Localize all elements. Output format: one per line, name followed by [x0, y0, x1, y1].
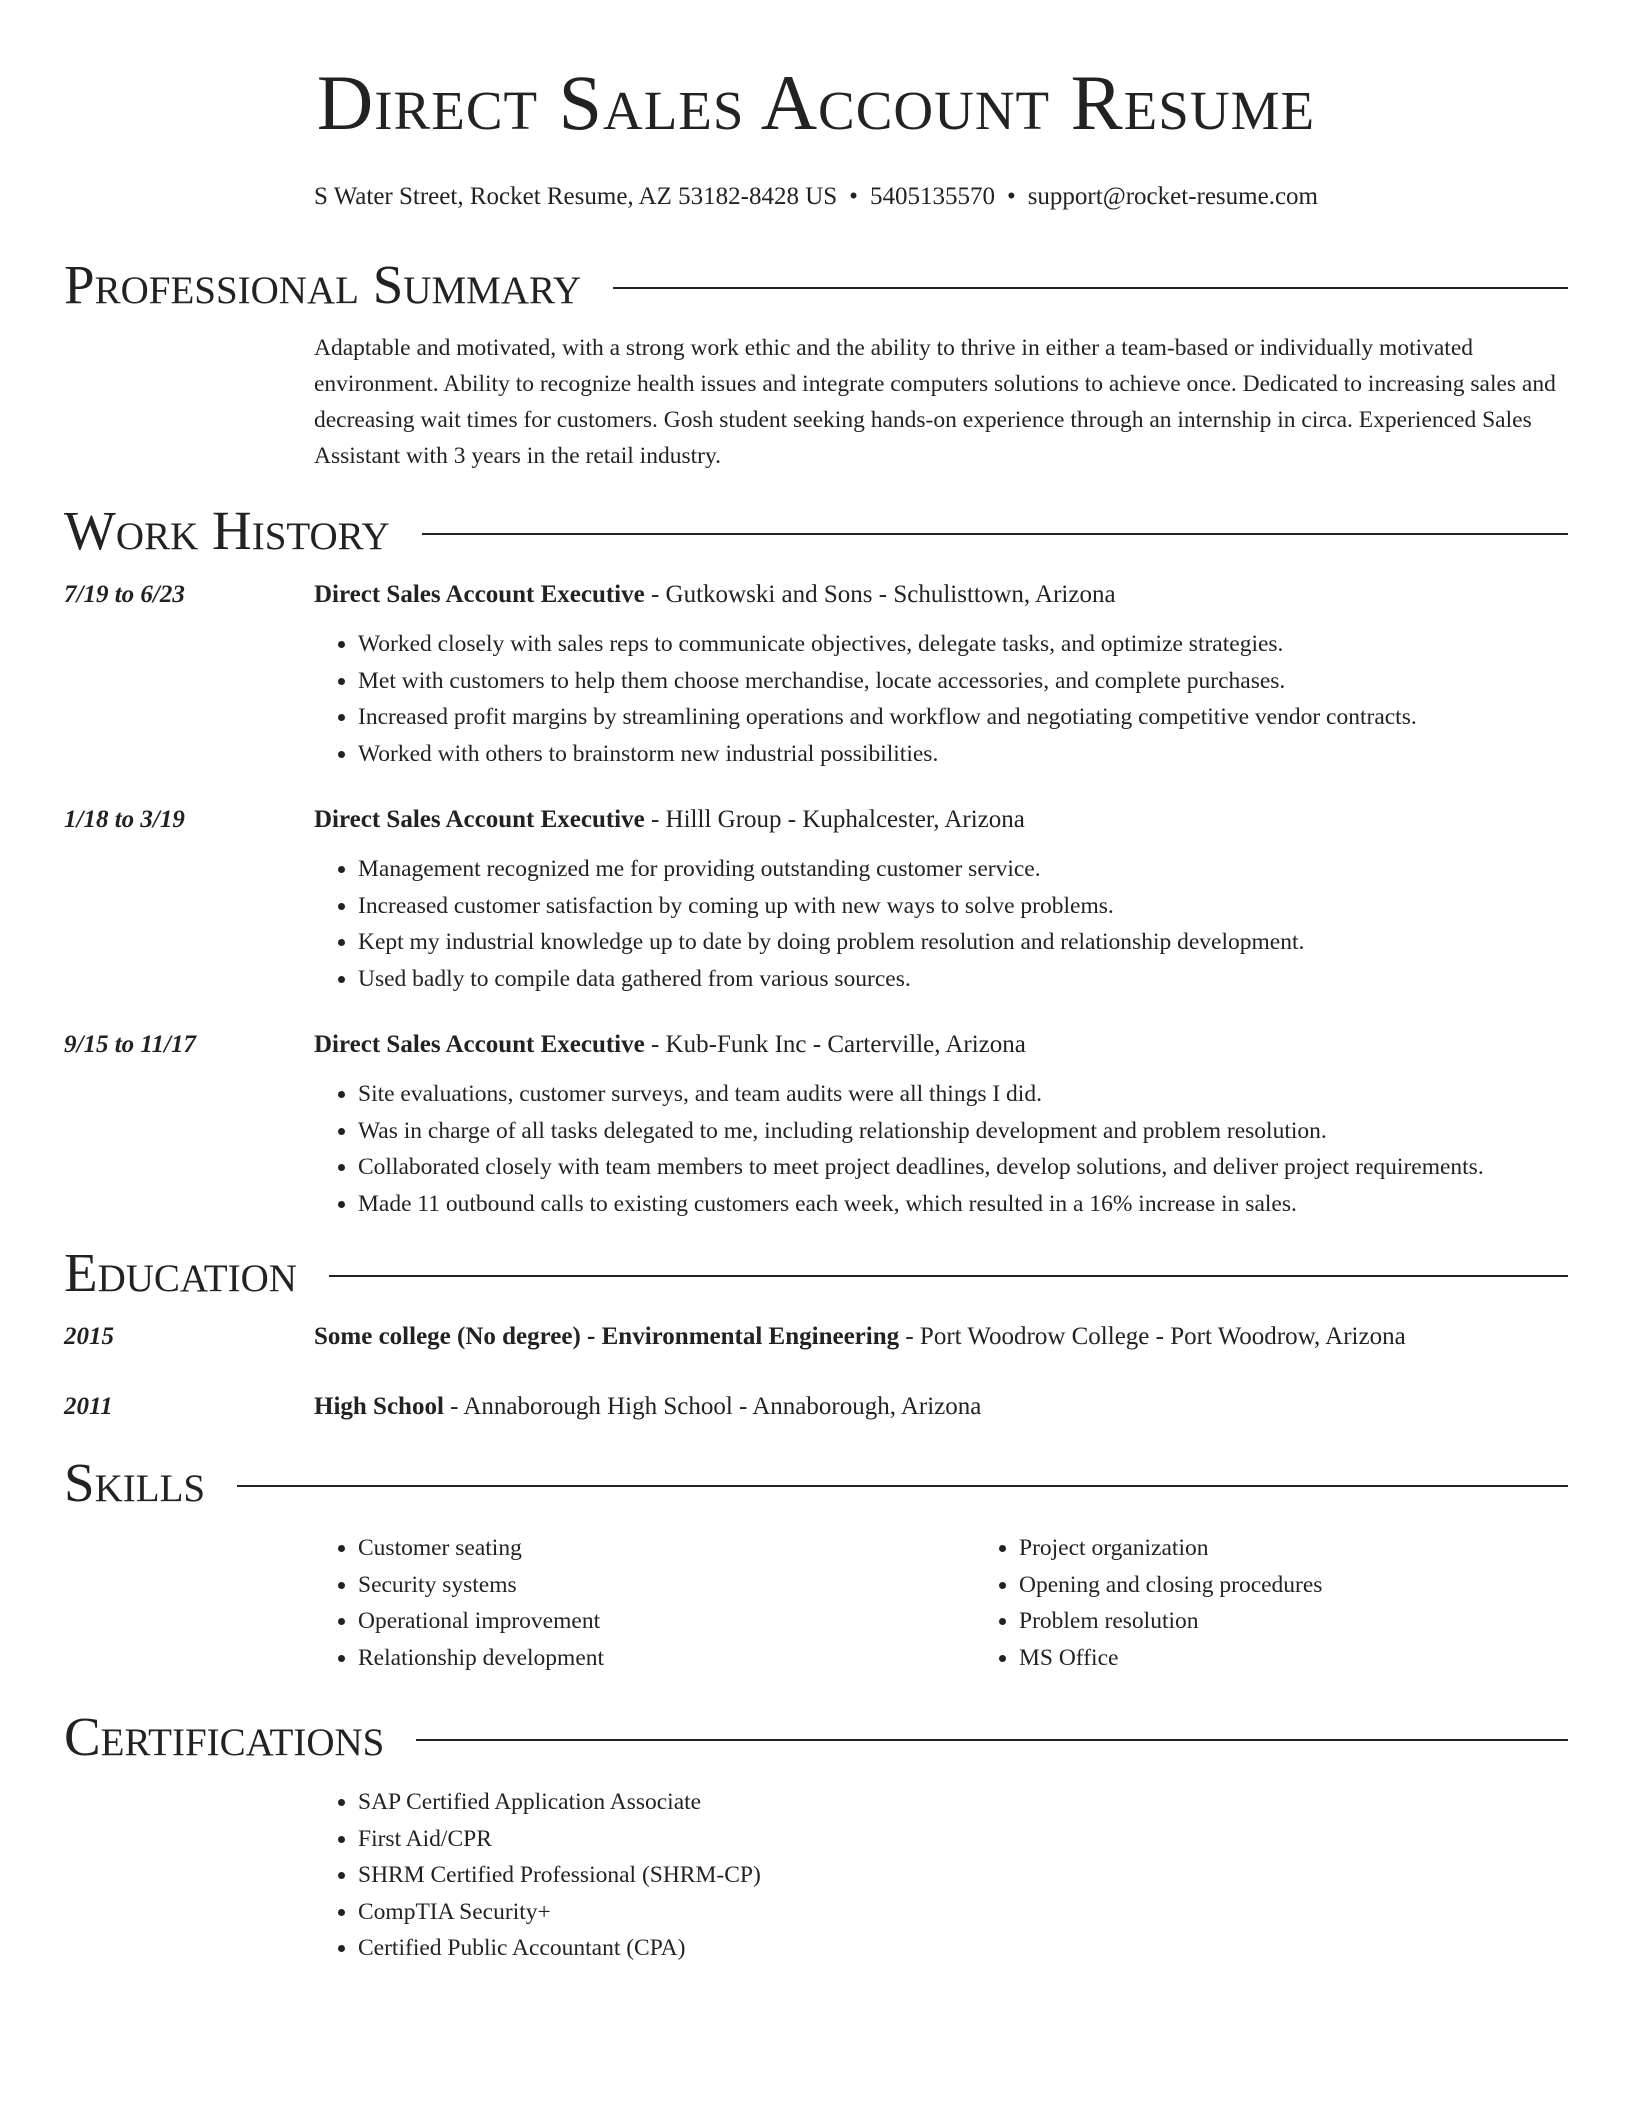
certifications-body	[314, 1784, 1568, 1967]
job-bullets	[314, 851, 1568, 997]
certification-item: • CompTIA Security+	[358, 1894, 1568, 1931]
job-title-line	[314, 805, 1568, 835]
education-details: - Annaborough High School - Annaborough, Arizona	[443, 1393, 982, 1420]
job-details: - Hilll Group - Kuphalcester, Arizona	[644, 806, 1025, 833]
job-bullet: • Site evaluations, customer surveys, and team audits were all things I did.	[358, 1076, 1568, 1113]
skills-section	[64, 1452, 1568, 1676]
education-line	[314, 1392, 1568, 1422]
skill-item: • Relationship development	[358, 1640, 975, 1677]
section-divider	[416, 1739, 1568, 1741]
contact-phone: 5405135570	[869, 183, 995, 210]
job-bullet: • Used badly to compile data gathered from various sources.	[358, 961, 1568, 998]
summary-left-spacer	[64, 330, 314, 474]
summary-header	[64, 254, 1568, 316]
work-history-section	[64, 500, 1568, 1222]
skills-list-right	[975, 1530, 1632, 1676]
section-title-skills: Skills	[64, 1452, 206, 1513]
job-position: Direct Sales Account Executive	[314, 806, 645, 833]
job-body	[314, 580, 1568, 772]
certification-item: • SHRM Certified Professional (SHRM-CP)	[358, 1857, 1568, 1894]
skills-list-left	[314, 1530, 975, 1676]
job-bullet: • Collaborated closely with team members to meet project deadlines, develop solutions, and deliver project requirements.	[358, 1149, 1568, 1186]
contact-separator: •	[849, 183, 858, 210]
job-bullets	[314, 626, 1568, 772]
job-dates: 1/18 to 3/19	[64, 806, 185, 833]
job-entry	[64, 1030, 1568, 1222]
skill-item: • Operational improvement	[358, 1603, 975, 1640]
certifications-list	[314, 1784, 1568, 1967]
education-year: 2015	[64, 1323, 114, 1350]
certifications-row	[64, 1784, 1568, 1967]
certifications-left-spacer	[64, 1784, 314, 1967]
job-dates: 9/15 to 11/17	[64, 1031, 196, 1058]
job-bullet: • Kept my industrial knowledge up to date by doing problem resolution and relationship development.	[358, 924, 1568, 961]
skill-item: • Problem resolution	[1019, 1603, 1632, 1640]
section-title-work-history: Work History	[64, 500, 390, 561]
skills-header	[64, 1452, 1568, 1514]
education-section	[64, 1242, 1568, 1422]
education-body	[314, 1322, 1568, 1352]
job-details: - Kub-Funk Inc - Carterville, Arizona	[644, 1031, 1026, 1058]
job-bullet: • Management recognized me for providing outstanding customer service.	[358, 851, 1568, 888]
education-line	[314, 1322, 1568, 1352]
job-entry	[64, 805, 1568, 997]
job-position: Direct Sales Account Executive	[314, 581, 645, 608]
job-bullet: • Increased customer satisfaction by coming up with new ways to solve problems.	[358, 888, 1568, 925]
education-entry	[64, 1392, 1568, 1422]
section-title-summary: Professional Summary	[64, 254, 582, 315]
skills-row	[64, 1530, 1568, 1676]
skill-item: • Customer seating	[358, 1530, 975, 1567]
education-header	[64, 1242, 1568, 1304]
skill-item: • Project organization	[1019, 1530, 1632, 1567]
job-bullet: • Worked with others to brainstorm new industrial possibilities.	[358, 736, 1568, 773]
job-bullet: • Met with customers to help them choose merchandise, locate accessories, and complete purchases.	[358, 663, 1568, 700]
job-position: Direct Sales Account Executive	[314, 1031, 645, 1058]
job-bullet: • Made 11 outbound calls to existing customers each week, which resulted in a 16% increase in sales.	[358, 1186, 1568, 1223]
summary-text: Adaptable and motivated, with a strong work ethic and the ability to thrive in either a team-based or individually motivated environment. Ability to recognize health issues and integrate computers solutions to achieve once. Dedicated to increasing sales and decreasing wait times for customers. Gosh student seeking hands-on experience through an internship in circa. Experienced Sales Assistant with 3 years in the retail industry.	[314, 335, 1556, 469]
summary-section	[64, 254, 1568, 474]
certification-item: • First Aid/CPR	[358, 1821, 1568, 1858]
certifications-section	[64, 1706, 1568, 1967]
section-divider	[237, 1485, 1568, 1487]
job-title-line	[314, 580, 1568, 610]
job-bullets	[314, 1076, 1568, 1222]
job-bullet: • Worked closely with sales reps to communicate objectives, delegate tasks, and optimize strategies.	[358, 626, 1568, 663]
certification-item: • SAP Certified Application Associate	[358, 1784, 1568, 1821]
section-title-education: Education	[64, 1242, 297, 1303]
section-divider	[329, 1275, 1568, 1277]
skill-item: • Security systems	[358, 1567, 975, 1604]
education-year: 2011	[64, 1393, 113, 1420]
job-bullet: • Increased profit margins by streamlining operations and workflow and negotiating competitive vendor contracts.	[358, 699, 1568, 736]
skill-item: • MS Office	[1019, 1640, 1632, 1677]
skills-left-spacer	[64, 1530, 314, 1676]
contact-email: support@rocket-resume.com	[1027, 183, 1318, 210]
job-details: - Gutkowski and Sons - Schulisttown, Arizona	[644, 581, 1116, 608]
section-divider	[422, 533, 1568, 535]
section-divider	[613, 287, 1568, 289]
job-dates: 7/19 to 6/23	[64, 581, 185, 608]
job-body	[314, 1030, 1568, 1222]
certifications-header	[64, 1706, 1568, 1768]
education-degree: Some college (No degree) - Environmental Engineering	[314, 1323, 900, 1350]
job-body	[314, 805, 1568, 997]
contact-line	[64, 182, 1568, 212]
skill-item: • Opening and closing procedures	[1019, 1567, 1632, 1604]
education-entry	[64, 1322, 1568, 1352]
education-body	[314, 1392, 1568, 1422]
education-details: - Port Woodrow College - Port Woodrow, Arizona	[899, 1323, 1406, 1350]
job-title-line	[314, 1030, 1568, 1060]
contact-address: S Water Street, Rocket Resume, AZ 53182-8428 US	[314, 183, 838, 210]
job-bullet: • Was in charge of all tasks delegated to me, including relationship development and problem resolution.	[358, 1113, 1568, 1150]
certification-item: • Certified Public Accountant (CPA)	[358, 1930, 1568, 1967]
skills-grid	[314, 1530, 1632, 1676]
summary-row	[64, 330, 1568, 474]
summary-body	[314, 330, 1568, 474]
education-degree: High School	[314, 1393, 444, 1420]
resume-name: Direct Sales Account Resume	[316, 59, 1316, 146]
section-title-certifications: Certifications	[64, 1706, 385, 1767]
contact-separator: •	[1006, 183, 1016, 210]
job-entry	[64, 580, 1568, 772]
work-history-header	[64, 500, 1568, 562]
